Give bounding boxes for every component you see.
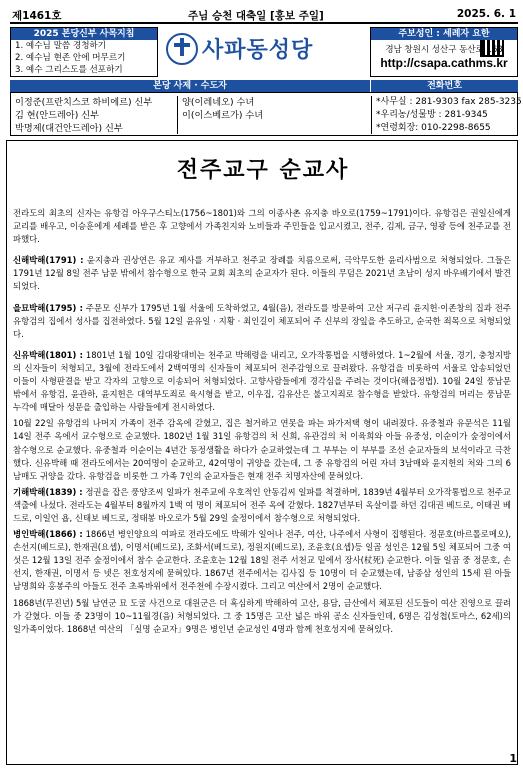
parish-address: 경남 창원시 성산구 동산로 168 [385,45,503,55]
patron-box [370,27,518,77]
article-body [13,207,511,644]
article-intro: 전라도의 최초의 신자는 유항검 아우구스티노(1756~1801)와 그의 이종사촌 유지충 바오로(1759~1791)이다. 유항검은 권일신에게 교리를 배우고, 이승훈에게 세례를 받은 후 고향에서 가족친지와 노비들과 주민들을 입교시켰고, 전주, 김제, 금구, 영광 등에 천주교를 전파했다. [13,208,511,245]
article-paragraph [13,597,511,636]
section-heading: 신유박해(1801) : [13,349,83,360]
priest-name: 박명제(대건안드레아) 신부 [15,123,123,134]
phone-title: 전화번호 [370,80,518,92]
article-paragraph [13,302,511,341]
goal-item: 2. 예수님 현존 안에 머무르기 [15,53,126,63]
goal-item: 3. 예수 그리스도를 선포하기 [15,65,123,75]
section-text: 1868년(무진년) 5월 남연군 묘 도굴 사건으로 대원군은 더 혹심하게 박해하여 고산, 용담, 금산에서 체포된 신도들이 여산 진영으로 끌려가 갇혔다. 이들 중 23명이 10~11월경(음) 처형되었다. 그 중 15명은 고산 넓은 바위 공소 신자들인데, 6명은 김성첩(토마스, 62세)의 일가족이었다. 1868년 여산의 「실명 순교자」9명은 병인년 순교성인 4명과 함께 천호성지에 묻혀있다. [13,597,511,634]
staff-header [10,80,518,92]
issue-date: 2025. 6. 1 [456,8,516,20]
sister-name: 이(이스베르가) 수녀 [182,110,264,121]
sister-name: 양(이레네오) 수녀 [182,97,255,108]
article-frame [6,140,518,765]
masthead [10,27,518,77]
article-title: 전주교구 순교사 [176,158,350,183]
liturgical-sunday: 주님 승천 대축일 [홍보 주일] [188,10,324,22]
section-text: 1801년 1월 10일 김대왕대비는 천주교 박해령을 내리고, 오가작통법을 시행하였다. 1~2월에 서울, 경기, 충청지방의 신자들이 처형되고, 3월에 전라도에서 2백여명의 신자들이 체포되어 전주감영으로 끌려왔다. 유항검을 비롯하여 서울로 압송되었던 이들이 사형판결을 받고 각자의 고향으로 이송되어 처형되었다. 고향사람들에게 경각심을 주려는 것이다(해읍정법). 10월 24일 풍남문 밖에서 유항검, 윤관하, 윤지헌은 대역부도죄로 육시형을 받고, 이우집, 김유산은 불고지죄로 참수형을 받았다. 유항검의 머리는 풍남문 누각에 매달아 성문을 출입하는 사람들에게 전시하였다. [13,349,511,413]
section-text: 주문모 신부가 1795년 1월 서울에 도착하였고, 4월(음), 전라도를 방문하여 고산 저구리 윤지헌·이존창의 집과 전주 유항검의 집에서 성사를 집전하였다. 5월 12일 윤유일 · 지황 · 최인길이 체포되어 주 신부의 장잎을 추도하고, 순국한 죄목으로 처형되었다. [13,302,511,339]
section-text: 정권을 잡은 풍양조씨 일파가 천주교에 우호적인 안동김씨 일파를 척결하며, 1839년 4월부터 오가작통법으로 천주교 색출에 나섰다. 전라도는 4월부터 8월까지 1백 여 명이 체포되어 전주 옥에 갇혔다. 1827년부터 옥살이를 하던 김대권 베드로, 이태권 베드로, 이일언 욥, 신태보 베드로, 정태봉 바오로가 5월 29일 숲정이에서 참수형으로 처형되었다. [13,486,511,523]
parish-url[interactable]: http://csapa.cathms.kr [380,56,508,70]
priest-name: 이정준(프란치스코 하비에르) 신부 [15,97,153,108]
section-heading: 병인박해(1866) : [13,529,83,540]
header-bar [10,6,518,24]
staff-title: 본당 사제 · 수도자 [10,80,370,92]
parish-logo [162,29,362,75]
sister-list [177,96,263,134]
pastoral-goals-title: 2025 본당신부 사목지침 [11,28,157,40]
article-paragraph [13,528,511,593]
priest-name: 김 현(안드레아) 신부 [15,110,100,121]
article-paragraph [13,254,511,293]
section-heading: 기해박해(1839) : [13,486,83,497]
article-paragraph [13,486,511,525]
section-text: 10월 22일 유항검의 나머지 가족이 전주 감옥에 갇혔고, 집은 철거하고 연못을 파는 파가저택 형이 내려졌다. 유중철과 유문석은 11월 14일 전주 옥에서 교수형으로 순교했다. 1802년 1월 31일 유항검의 처 신희, 유관검의 처 이육희와 아들 유중성, 이순이가 숲정이에서 참수형으로 순교했다. 유중철과 이순이는 4년간 동정생활을 하다가 순교하였는데 그 부부는 이 부부를 조선 순교자들의 보석이라고 극찬했다. 신유박해 때 전라도에서는 20여명이 순교하고, 42여명이 귀양을 갔는데, 그 중 유항검의 어린 자녀 3남매와 윤지헌의 처와 그의 6남매도 귀양을 갔다. 유항검을 비롯한 그 가족 7인의 순교자들은 현재 전주 치명자산에 묻혀있다. [13,418,511,481]
patron-saint: 주보성인 : 세례자 요한 [371,28,517,40]
priest-list [15,96,152,135]
phone-list [371,96,522,134]
article-paragraph [13,417,511,482]
section-heading: 신해박해(1791) : [13,255,84,266]
goal-item: 1. 예수님 말씀 경청하기 [15,41,107,51]
pastoral-goals [10,27,158,77]
section-text: 윤지충과 권상연은 유교 제사를 거부하고 천주교 장례를 치름으로써, 극악무도한 윤리사범으로 처형되었다. 그들은 1791년 12월 8일 전주 남문 밖에서 참수형으로 한국 교회 최초의 순교자가 된다. 이들의 무덤은 2021년 초남이 성지 바우배기에서 발견되었다. [13,255,511,292]
page-number: 1 [509,752,517,765]
section-text: 1866년 병인양요의 여파로 전라도에도 박해가 일어나 전주, 여산, 나주에서 사형이 집행된다. 정문호(바르톨로메오), 손선지(베드로), 한재권(요셉), 이명서(베드로), 조화서(베드로), 정원지(베드로), 조윤호(요셉)등 일곱 성인은 12월 5일 체포되어 그중 여섯은 12월 13일 전주 숲정이에서 참수 순교한다. 조윤호는 12월 18일 전주 서천교 밑에서 장사(杖死) 순교한다. 이들 일곱 중 정문호, 손선지, 한재권, 이명서 등 넷은 천호성지에 묻혀있다. 1867년 전주에서는 김사집 등 10명이 더 순교했는데, 남종삼 성인의 15세 된 아들 남명희와 홍봉주의 아들도 전주 초록바위에서 전주천에 수장시켰다. 그리고 여산에서 2명이 순교했다. [13,529,511,592]
parish-name: 사파동성당 [202,38,314,63]
section-heading: 을묘박해(1795) : [13,302,83,313]
phone-entry: *우리농/성물방 : 281-9345 [376,110,488,120]
phone-entry: *연령회장: 010-2298-8655 [376,123,491,133]
cross-emblem-icon [166,33,198,65]
phone-entry: *사무실 : 281-9303 fax 285-3235 [376,97,522,107]
staff-box [10,92,522,136]
issue-number: 제1461호 [12,10,62,22]
article-paragraph [13,349,511,414]
